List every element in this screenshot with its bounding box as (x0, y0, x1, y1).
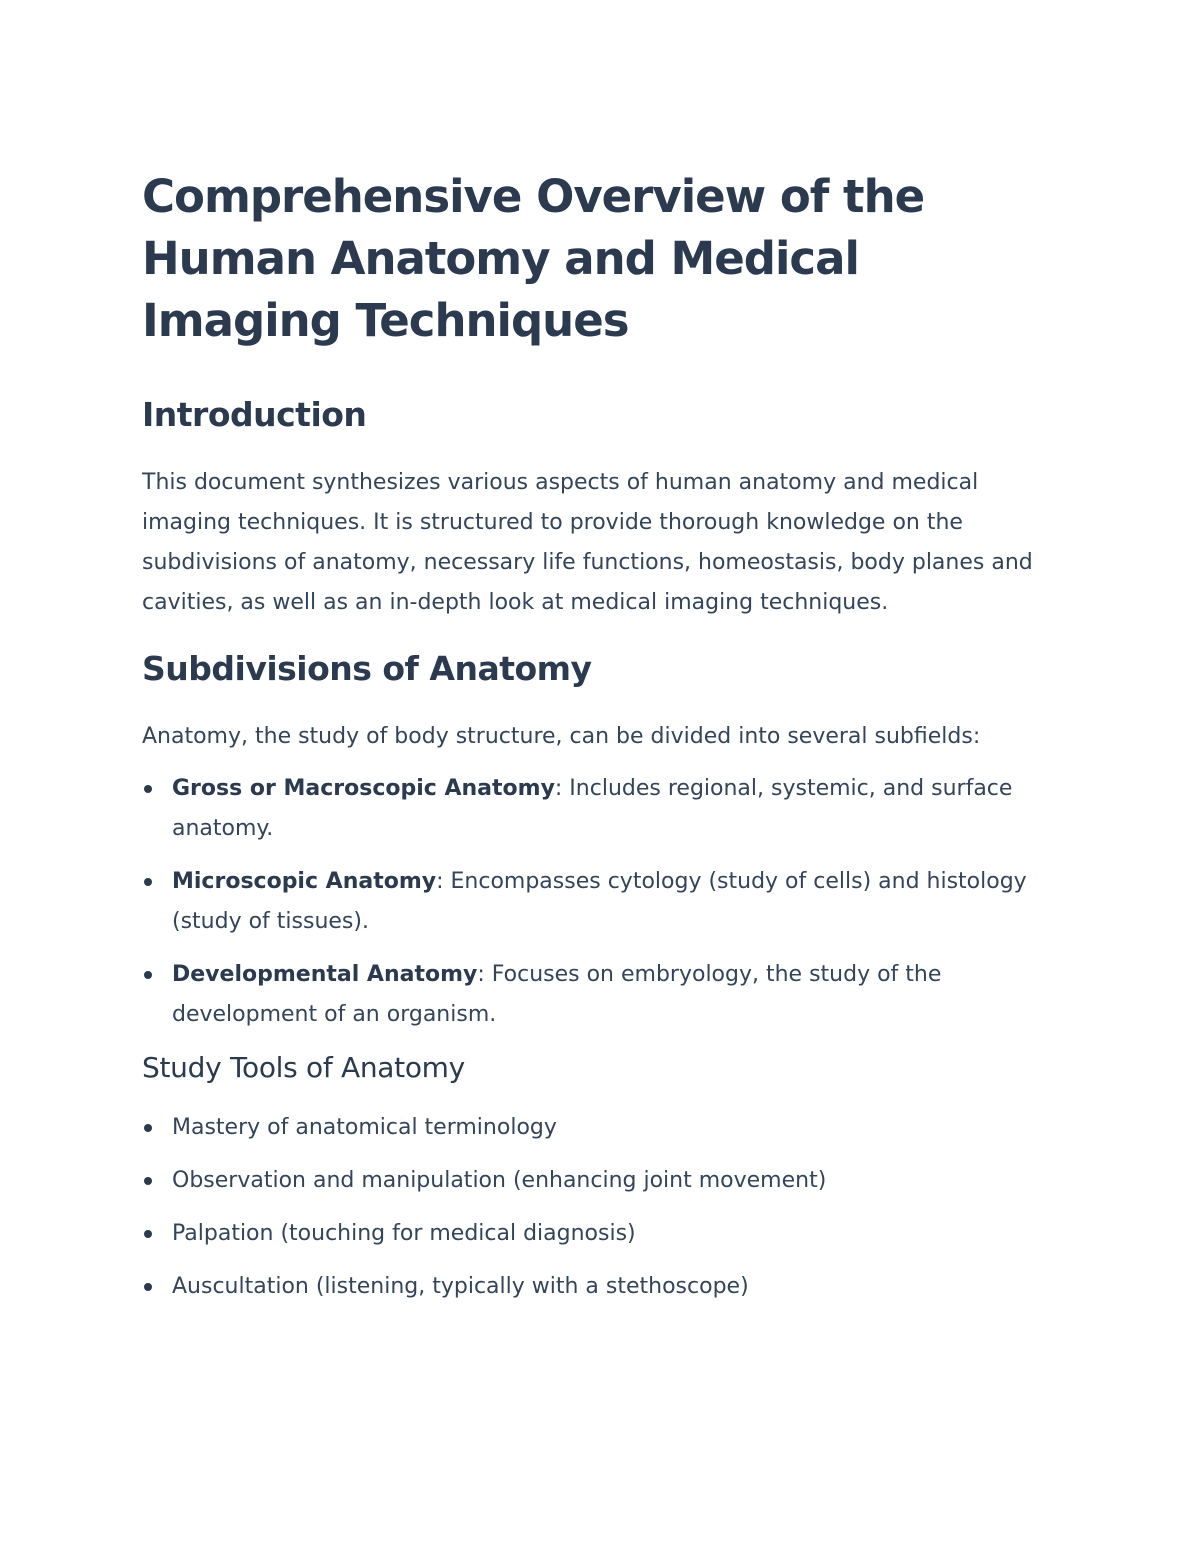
document-page (142, 166, 1072, 1307)
list-item-text: Auscultation (listening, typically with a stethoscope) (172, 1274, 749, 1299)
subdivisions-heading: Subdivisions of Anatomy (142, 649, 592, 688)
bullet-icon (144, 1230, 152, 1238)
study-tools-list (142, 1108, 1072, 1307)
subdivisions-paragraph: Anatomy, the study of body structure, can be divided into several subfields: (142, 724, 981, 749)
list-item-text: : Focuses on embryology, the study of the development of an organism. (172, 962, 942, 1027)
list-item-text: : Encompasses cytology (study of cells) and histology (study of tissues). (172, 869, 1027, 934)
bullet-icon (144, 1124, 152, 1132)
list-item-text: Palpation (touching for medical diagnosis) (172, 1221, 636, 1246)
list-item-term: Microscopic Anatomy (172, 869, 437, 894)
list-item-term: Developmental Anatomy (172, 962, 478, 987)
bullet-icon (144, 1177, 152, 1185)
list-item-term: Gross or Macroscopic Anatomy (172, 776, 555, 801)
subdivisions-list (142, 769, 1072, 1035)
list-item (142, 1267, 1072, 1307)
bullet-icon (144, 878, 152, 886)
bullet-icon (144, 1283, 152, 1291)
list-item-text: Observation and manipulation (enhancing joint movement) (172, 1168, 827, 1193)
bullet-icon (144, 971, 152, 979)
list-item (142, 862, 1072, 942)
study-tools-heading: Study Tools of Anatomy (142, 1051, 465, 1084)
list-item-text: Mastery of anatomical terminology (172, 1115, 557, 1140)
introduction-paragraph: This document synthesizes various aspects of human anatomy and medical imaging techniques. It is structured to provide thorough knowledge on the subdivisions of anatomy, necessary life functions, homeostasis, body planes and cavities, as well as an in-depth look at medical imaging techniques. (142, 470, 1033, 615)
list-item (142, 769, 1072, 849)
page-title: Comprehensive Overview of the Human Anatomy and Medical Imaging Techniques (142, 170, 925, 347)
introduction-heading: Introduction (142, 395, 367, 434)
bullet-icon (144, 785, 152, 793)
list-item (142, 1108, 1072, 1148)
list-item (142, 1161, 1072, 1201)
list-item (142, 1214, 1072, 1254)
list-item-text: : Includes regional, systemic, and surface anatomy. (172, 776, 1013, 841)
list-item (142, 955, 1072, 1035)
